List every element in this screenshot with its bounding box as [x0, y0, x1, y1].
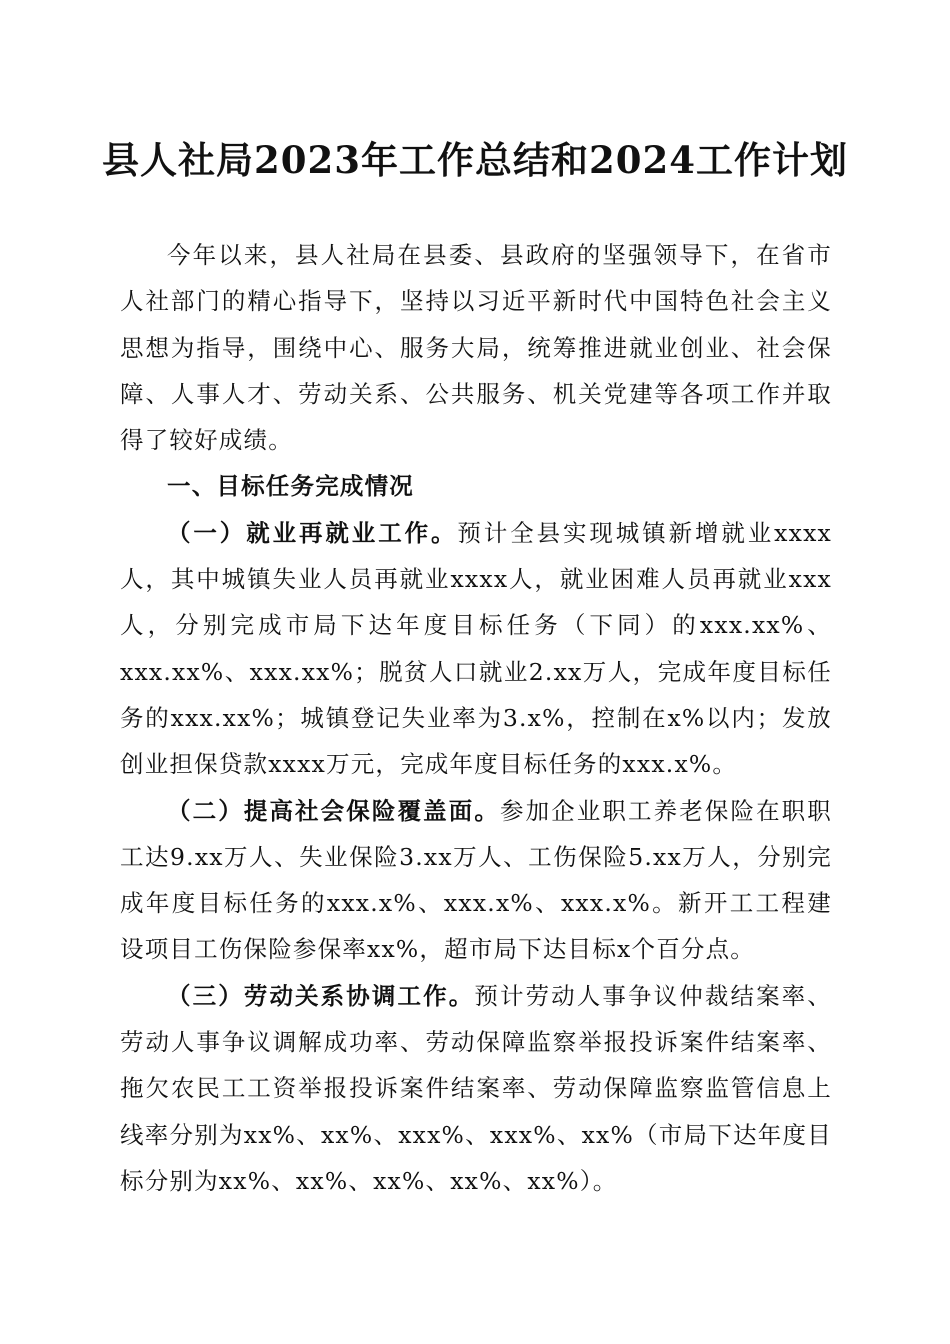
- item-text: 预计全县实现城镇新增就业xxxx人，其中城镇失业人员再就业xxxx人，就业困难人员再就业xxx人，分别完成市局下达年度目标任务（下同）的xxx.xx%、xxx.xx%、xxx.xx%；脱贫人口就业2.xx万人，完成年度目标任务的xxx.xx%；城镇登记失业率为3.x%，控制在x%以内；发放创业担保贷款xxxx万元，完成年度目标任务的xxx.x%。: [120, 518, 832, 779]
- item-text: 预计劳动人事争议仲裁结案率、劳动人事争议调解成功率、劳动保障监察举报投诉案件结案率、拖欠农民工工资举报投诉案件结案率、劳动保障监察监管信息上线率分别为xx%、xx%、xxx%、xxx%、xx%（市局下达年度目标分别为xx%、xx%、xx%、xx%、xx%）。: [120, 981, 832, 1195]
- item-employment: [120, 510, 832, 788]
- intro-paragraph: 今年以来，县人社局在县委、县政府的坚强领导下，在省市人社部门的精心指导下，坚持以习近平新时代中国特色社会主义思想为指导，围绕中心、服务大局，统筹推进就业创业、社会保障、人事人才、劳动关系、公共服务、机关党建等各项工作并取得了较好成绩。: [120, 241, 832, 455]
- item-text: 参加企业职工养老保险在职职工达9.xx万人、失业保险3.xx万人、工伤保险5.xx万人，分别完成年度目标任务的xxx.x%、xxx.x%、xxx.x%。新开工工程建设项目工伤保险参保率xx%，超市局下达目标x个百分点。: [120, 796, 832, 964]
- item-lead: （一）就业再就业工作。: [167, 518, 458, 547]
- document-title: 县人社局2023年工作总结和2024工作计划: [102, 138, 848, 182]
- item-lead: （三）劳动关系协调工作。: [167, 981, 475, 1010]
- item-social-insurance: [120, 788, 832, 973]
- document-body: [120, 232, 832, 1204]
- item-lead: （二）提高社会保险覆盖面。: [167, 796, 500, 825]
- section-heading: 一、目标任务完成情况: [167, 472, 414, 501]
- item-labor-relations: [120, 973, 832, 1204]
